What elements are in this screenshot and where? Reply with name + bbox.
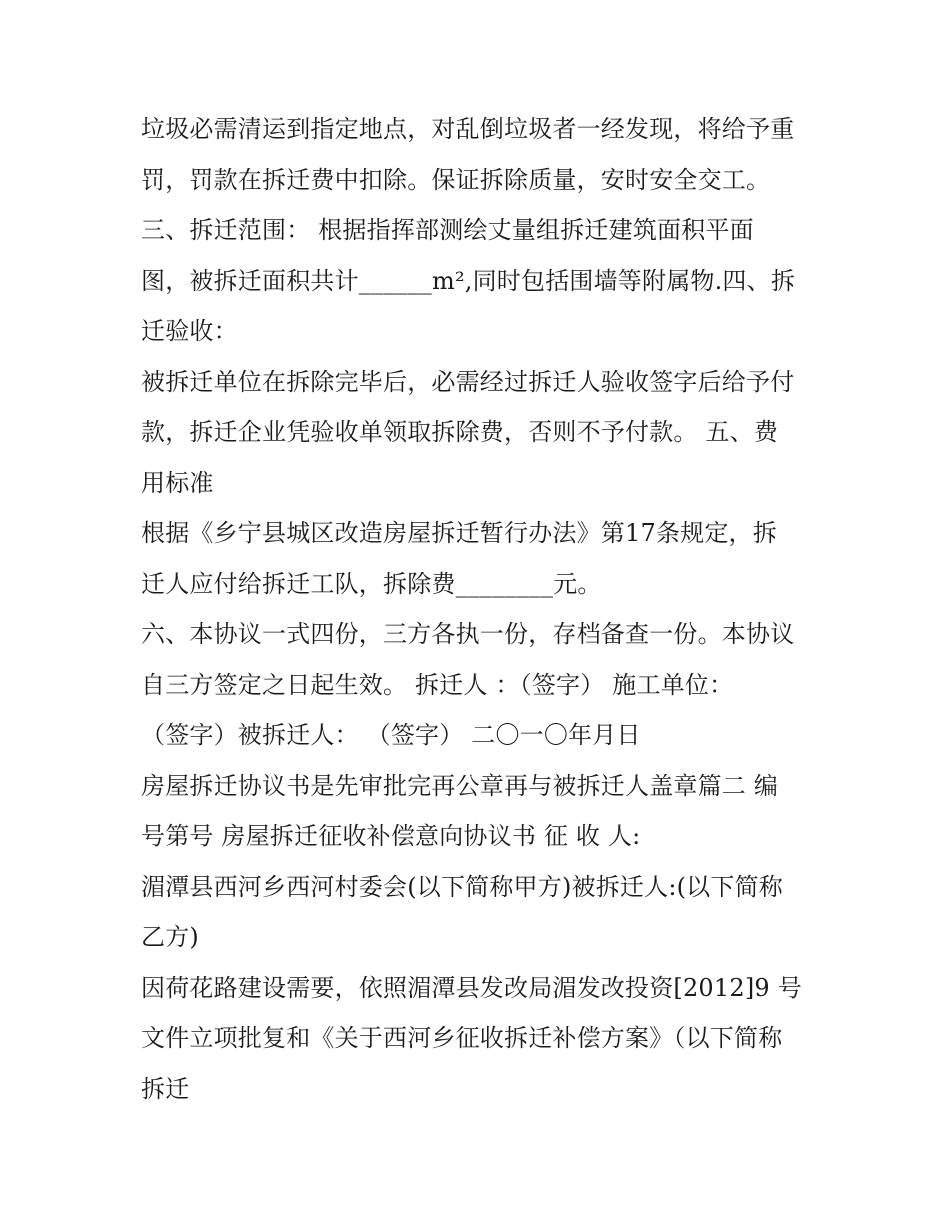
text-line: 乙方) xyxy=(141,923,199,951)
text-line: 文件立项批复和《关于西河乡征收拆迁补偿方案》（以下简称 xyxy=(141,1024,783,1052)
text-line: 自三方签定之日起生效。 拆迁人 ：（签字） 施工单位： xyxy=(141,670,734,699)
text-line: 根据《乡宁县城区改造房屋拆迁暂行办法》第17条规定，拆 xyxy=(141,519,777,547)
text-line: 被拆迁单位在拆除完毕后，必需经过拆迁人验收签字后给予付 xyxy=(141,367,795,396)
text-line: 拆迁 xyxy=(141,1074,190,1103)
text-line: 垃圾必需清运到指定地点，对乱倒垃圾者一经发现，将给予重 xyxy=(141,115,795,143)
text-line: 房屋拆迁协议书是先审批完再公章再与被拆迁人盖章篇二 编 xyxy=(141,771,779,800)
text-line: 因荷花路建设需要，依照湄潭县发改局湄发改投资[2012]9 号 xyxy=(141,973,802,1002)
text-line: 图，被拆迁面积共计______m²,同时包括围墙等附属物.四、拆 xyxy=(141,266,796,295)
text-line: （签字）被拆迁人： （签字） 二〇一〇年月日 xyxy=(141,721,641,749)
text-line: 用标准 xyxy=(141,468,214,497)
text-line: 迁人应付给拆迁工队，拆除费________元。 xyxy=(141,569,602,598)
text-line: 款，拆迁企业凭验收单领取拆除费，否则不予付款。 五、费 xyxy=(141,418,779,446)
text-line: 湄潭县西河乡西河村委会(以下简称甲方)被拆迁人:(以下简称 xyxy=(141,872,783,901)
text-line: 六、本协议一式四份，三方各执一份，存档备查一份。本协议 xyxy=(141,620,795,648)
text-line: 罚，罚款在拆迁费中扣除。保证拆除质量，安时安全交工。 xyxy=(141,165,771,194)
text-line: 迁验收： xyxy=(141,317,238,345)
text-line: 号第号 房屋拆迁征收补偿意向协议书 征 收 人: xyxy=(141,822,641,850)
text-line: 三、拆迁范围： 根据指挥部测绘丈量组拆迁建筑面积平面 xyxy=(141,216,754,244)
document-body xyxy=(141,104,821,1114)
